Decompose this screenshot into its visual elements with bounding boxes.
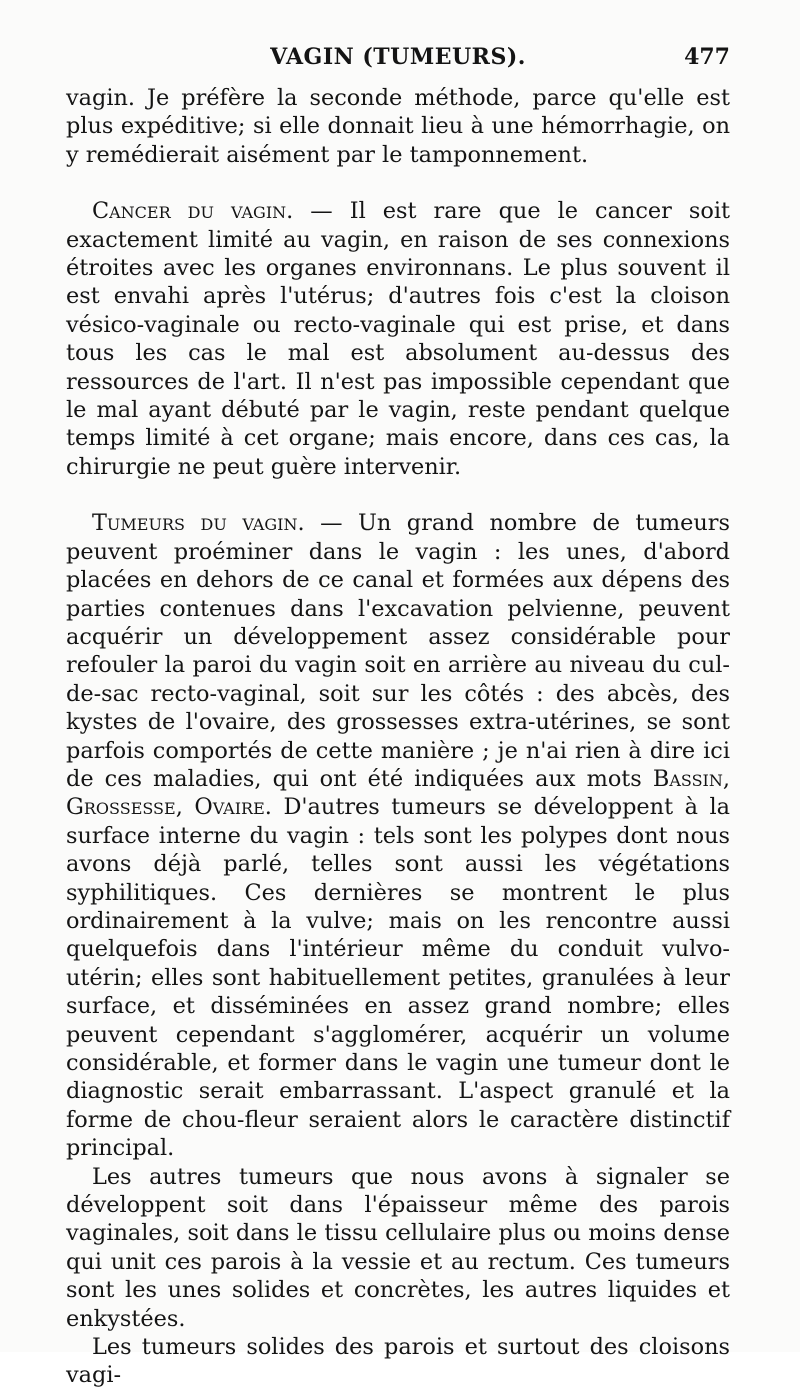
paragraph-text-b: . D'autres tumeurs se développent à la surface interne du vagin : tels sont les polypes dont nous avons déjà parlé, telles sont aussi les végétations syphilitiques. Ces dernières se montrent le plus ordinairement à la vulve; mais on les rencontre aussi quelquefois dans l'intérieur même du conduit vulvo-utérin; elles sont habituellement petites, granulées à leur surface, et disséminées en assez grand nombre; elles peuvent cependant s'agglomérer, acquérir un volume considérable, et former dans le vagin une tumeur dont le diagnostic serait embarrassant. L'aspect granulé et la forme de chou-fleur seraient alors le caractère distinctif principal. (66, 794, 730, 1162)
running-title-paren: (TUMEURS). (362, 44, 526, 70)
page-number: 477 (684, 44, 730, 70)
paragraph-continuation (66, 84, 730, 169)
separator: , (175, 794, 195, 821)
cross-reference-bassin: Bassin (652, 765, 723, 792)
section-lead-cancer: Cancer du vagin. (92, 198, 294, 225)
paragraph-text: vagin. Je préfère la seconde méthode, parce qu'elle est plus expéditive; si elle donnait lieu à une hémorrhagie, on y remédierait aisément par le tamponnement. (66, 85, 730, 168)
section-lead-tumeurs: Tumeurs du vagin. (92, 510, 305, 537)
cross-reference-ovaire: Ovaire (194, 794, 265, 821)
page-body (66, 84, 730, 1390)
paragraph-tumeurs-solides (66, 1333, 730, 1390)
running-header (66, 44, 730, 84)
separator: , (722, 765, 730, 792)
paragraph-text: Les tumeurs solides des parois et surtout des cloisons vagi- (66, 1334, 730, 1389)
paragraph-cancer-du-vagin (66, 197, 730, 481)
paragraph-text: — Il est rare que le cancer soit exactement limité au vagin, en raison de ses connexions étroites avec les organes environnans. Le plus souvent il est envahi après l'utérus; d'autres fois c'est la cloison vésico-vaginale ou recto-vaginale qui est prise, et dans tous les cas le mal est absolument au-dessus des ressources de l'art. Il n'est pas impossible cependant que le mal ayant débuté par le vagin, reste pendant quelque temps limité à cet organe; mais encore, dans ces cas, la chirurgie ne peut guère intervenir. (66, 198, 730, 480)
running-title (66, 44, 730, 70)
cross-reference-grossesse: Grossesse (66, 794, 176, 821)
paragraph-tumeurs-du-vagin (66, 509, 730, 1162)
paragraph-text: Les autres tumeurs que nous avons à signaler se développent soit dans l'épaisseur même des parois vaginales, soit dans le tissu cellulaire plus ou moins dense qui unit ces parois à la vessie et au rectum. Ces tumeurs sont les unes solides et concrètes, les autres liquides et enkystées. (66, 1163, 730, 1332)
running-title-main: VAGIN (270, 44, 355, 70)
paragraph-text-a: — Un grand nombre de tumeurs peuvent proéminer dans le vagin : les unes, d'abord placées en dehors de ce canal et formées aux dépens des parties contenues dans l'excavation pelvienne, peuvent acquérir un développement assez considérable pour refouler la paroi du vagin soit en arrière au niveau du cul-de-sac recto-vaginal, soit sur les côtés : des abcès, des kystes de l'ovaire, des grossesses extra-utérines, se sont parfois comportés de cette manière ; je n'ai rien à dire ici de ces maladies, qui ont été indiquées aux mots (66, 510, 730, 792)
paragraph-autres-tumeurs (66, 1163, 730, 1333)
